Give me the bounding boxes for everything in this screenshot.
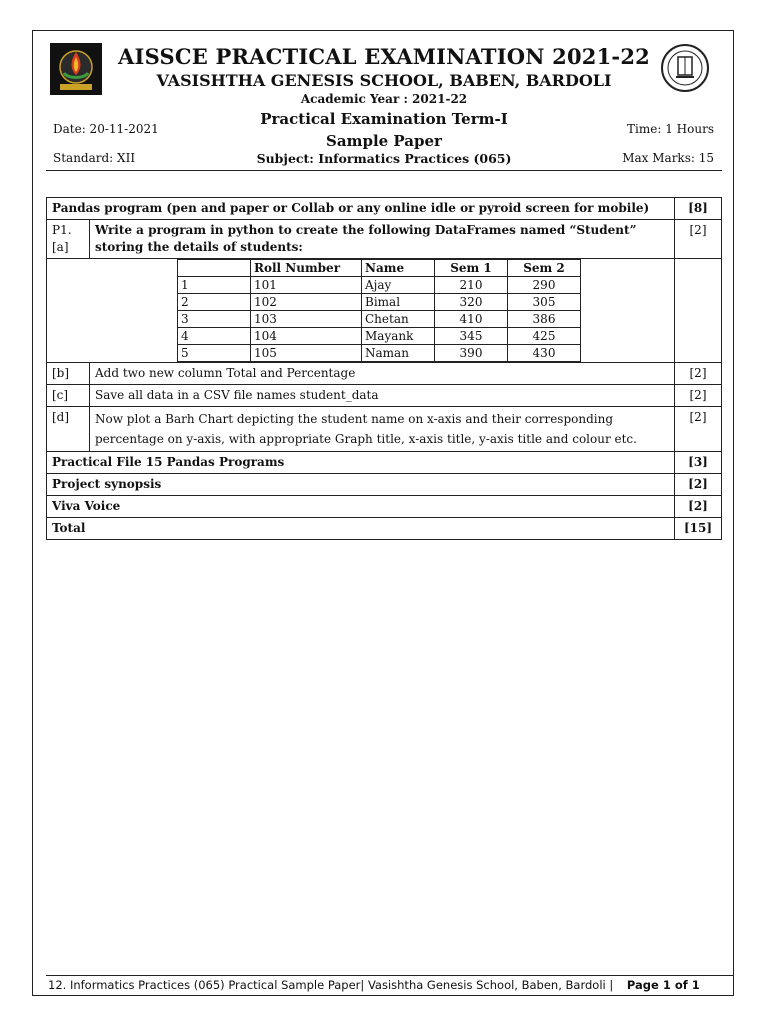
practical-file-label: Practical File 15 Pandas Programs <box>47 452 675 474</box>
student-table-header: Roll Number Name Sem 1 Sem 2 <box>178 260 581 277</box>
section-marks: [8] <box>675 198 722 220</box>
max-marks: Max Marks: 15 <box>622 151 714 165</box>
total-label: Total <box>47 518 675 540</box>
question-number: [d] <box>47 407 90 452</box>
student-dataframe-table <box>177 259 581 362</box>
table-row: 1 101 Ajay 210 290 <box>178 277 581 294</box>
synopsis-marks: [2] <box>675 474 722 496</box>
question-text: Save all data in a CSV file names student_data <box>90 385 675 407</box>
section-row <box>47 198 722 220</box>
question-row-c <box>47 385 722 407</box>
school-name: VASISHTHA GENESIS SCHOOL, BABEN, BARDOLI <box>156 71 612 90</box>
footer-divider <box>46 975 734 976</box>
exam-time: Time: 1 Hours <box>627 122 714 136</box>
student-table-row <box>47 259 722 363</box>
practical-file-row <box>47 452 722 474</box>
synopsis-row <box>47 474 722 496</box>
table-row: 4 104 Mayank 345 425 <box>178 328 581 345</box>
subject: Subject: Informatics Practices (065) <box>256 151 512 166</box>
viva-label: Viva Voice <box>47 496 675 518</box>
question-marks: [2] <box>675 407 722 452</box>
table-row: 2 102 Bimal 320 305 <box>178 294 581 311</box>
exam-term: Practical Examination Term-I <box>260 110 508 128</box>
section-title: Pandas program (pen and paper or Collab or any online idle or pyroid screen for mobile) <box>47 198 675 220</box>
question-marks: [2] <box>675 385 722 407</box>
question-marks: [2] <box>675 220 722 259</box>
exam-date: Date: 20-11-2021 <box>53 122 159 136</box>
question-text: Write a program in python to create the following DataFrames named “Student” storing the details of students: <box>90 220 675 259</box>
viva-marks: [2] <box>675 496 722 518</box>
question-number: [b] <box>47 363 90 385</box>
question-table <box>46 197 722 540</box>
standard: Standard: XII <box>53 151 136 165</box>
footer <box>48 978 700 992</box>
total-row <box>47 518 722 540</box>
practical-file-marks: [3] <box>675 452 722 474</box>
header-divider <box>46 170 722 171</box>
exam-title: AISSCE PRACTICAL EXAMINATION 2021-22 <box>118 44 650 69</box>
table-row: 3 103 Chetan 410 386 <box>178 311 581 328</box>
academic-year: Academic Year : 2021-22 <box>300 92 468 106</box>
paper-type: Sample Paper <box>326 132 442 150</box>
synopsis-label: Project synopsis <box>47 474 675 496</box>
question-marks: [2] <box>675 363 722 385</box>
viva-row <box>47 496 722 518</box>
question-row-b <box>47 363 722 385</box>
table-row: 5 105 Naman 390 430 <box>178 345 581 362</box>
footer-text: 12. Informatics Practices (065) Practical Sample Paper| Vasishtha Genesis School, Baben, Bardoli | <box>48 978 614 992</box>
total-marks: [15] <box>675 518 722 540</box>
question-number: P1. [a] <box>47 220 90 259</box>
question-row-a <box>47 220 722 259</box>
question-text: Now plot a Barh Chart depicting the student name on x-axis and their corresponding percentage on y-axis, with appropriate Graph title, x-axis title, y-axis title and colour etc. <box>90 407 675 452</box>
question-text: Add two new column Total and Percentage <box>90 363 675 385</box>
question-number: [c] <box>47 385 90 407</box>
page-number: Page 1 of 1 <box>626 978 700 992</box>
question-row-d <box>47 407 722 452</box>
